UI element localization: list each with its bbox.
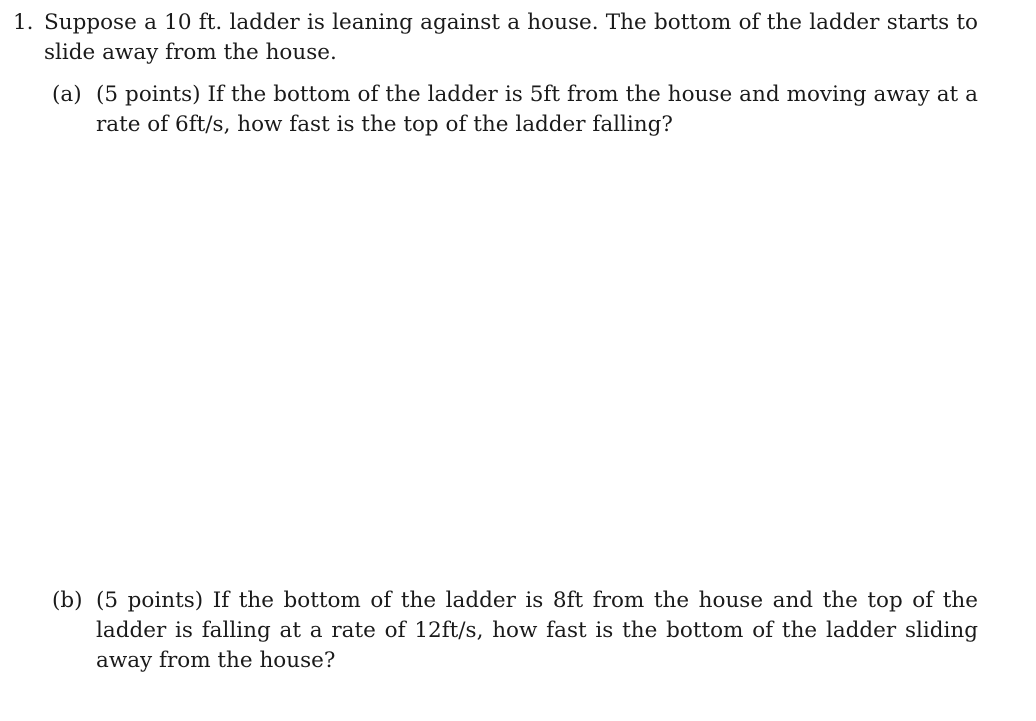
answer-space-a — [96, 148, 976, 578]
problem-1 — [13, 8, 978, 68]
part-b-question: (5 points) If the bottom of the ladder is 8ft from the house and the top of the ladder is falling at a rate of 12ft/s, how fast is the bottom of the ladder sliding away from the house? — [96, 588, 978, 673]
problem-statement: Suppose a 10 ft. ladder is leaning against a house. The bottom of the ladder starts to slide away from the house. — [44, 10, 978, 65]
part-a — [52, 80, 978, 140]
part-a-question: (5 points) If the bottom of the ladder is 5ft from the house and moving away at a rate of 6ft/s, how fast is the top of the ladder falling? — [96, 82, 978, 137]
problem-number: 1. — [13, 10, 34, 35]
part-b — [52, 586, 978, 676]
part-a-label: (a) — [52, 82, 82, 107]
part-b-label: (b) — [52, 588, 83, 613]
